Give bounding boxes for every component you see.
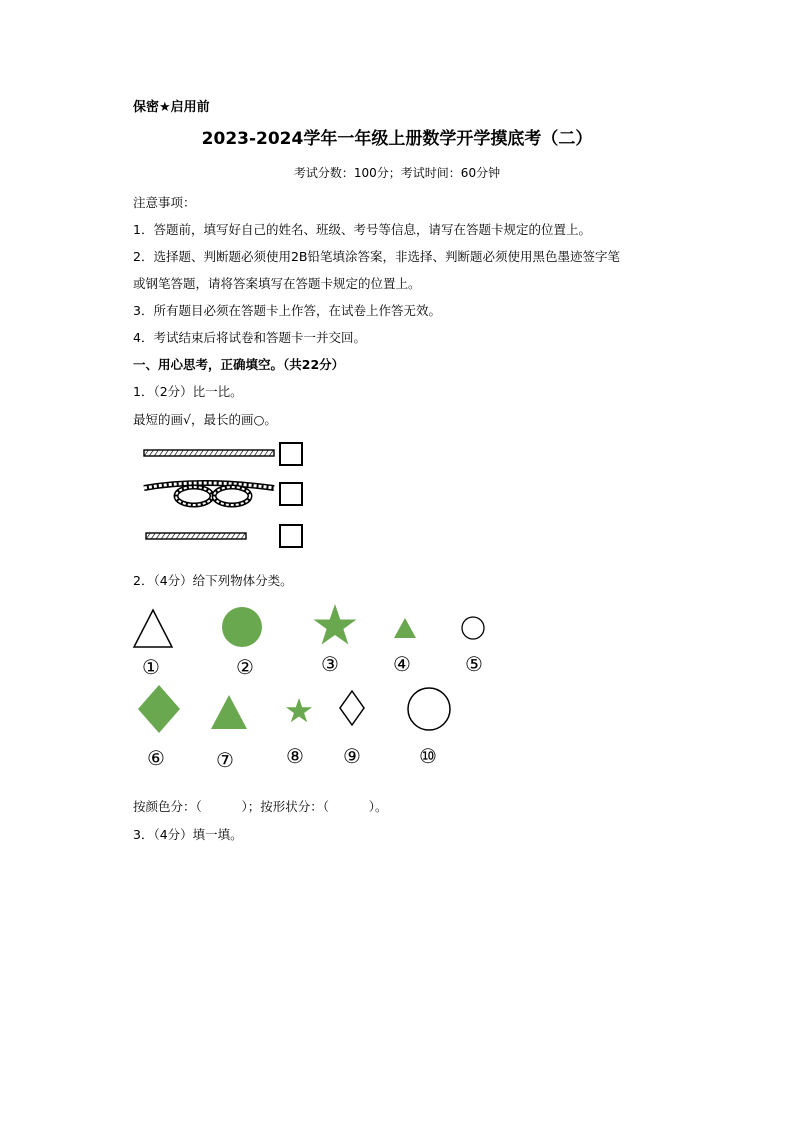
section-heading: 一、用心思考，正确填空。（共22分） (133, 357, 345, 372)
answer-box[interactable] (279, 482, 303, 506)
shape-label: ⑤ (465, 652, 483, 676)
question-3-title: 3．（4分）填一填。 (133, 827, 243, 842)
shape-diamond-green (137, 684, 181, 734)
shape-label: ⑧ (286, 744, 304, 768)
shape-label: ⑥ (147, 746, 165, 770)
shape-label: ② (236, 655, 254, 679)
answer-box[interactable] (279, 442, 303, 466)
rope-short (146, 533, 246, 539)
shape-diamond-white (339, 690, 365, 726)
notice-item: 2．选择题、判断题必须使用2B铅笔填涂答案，非选择、判断题必须使用黑色墨迹签字笔 (133, 249, 620, 264)
rope-looped (144, 483, 274, 505)
shape-triangle-white (132, 608, 174, 650)
question-1-instruction: 最短的画√，最长的画○。 (133, 412, 277, 427)
shape-label: ⑩ (419, 744, 437, 768)
rope-long (144, 450, 274, 456)
shape-label: ⑨ (343, 744, 361, 768)
notice-item: 4．考试结束后将试卷和答题卡一并交回。 (133, 330, 366, 345)
shape-small-circle-white (460, 616, 486, 642)
rope-figures (140, 440, 280, 550)
classification-answer-line[interactable]: 按颜色分：（ ）；按形状分：（ ）。 (133, 799, 388, 814)
notice-item: 或钢笔答题，请将答案填写在答题卡规定的位置上。 (133, 276, 421, 291)
shape-label: ⑦ (216, 748, 234, 772)
notice-item: 1．答题前，填写好自己的姓名、班级、考号等信息，请写在答题卡规定的位置上。 (133, 222, 591, 237)
shape-label: ① (142, 655, 160, 679)
shape-triangle-green (210, 694, 248, 730)
question-1-title: 1．（2分）比一比。 (133, 384, 243, 399)
shape-circle-white (406, 686, 452, 732)
shape-label: ③ (321, 652, 339, 676)
question-2-title: 2．（4分）给下列物体分类。 (133, 573, 293, 588)
page-title: 2023-2024学年一年级上册数学开学摸底考（二） (201, 129, 593, 149)
shape-label: ④ (393, 652, 411, 676)
exam-info: 考试分数：100分；考试时间：60分钟 (293, 166, 501, 180)
shape-small-triangle-green (393, 617, 417, 639)
confidential-label: 保密★启用前 (133, 100, 210, 115)
shape-star-green (312, 602, 358, 648)
shape-small-star-green (285, 697, 313, 723)
answer-box[interactable] (279, 524, 303, 548)
shape-circle-green (221, 606, 263, 648)
notice-heading: 注意事项： (133, 195, 196, 210)
notice-item: 3．所有题目必须在答题卡上作答，在试卷上作答无效。 (133, 303, 441, 318)
